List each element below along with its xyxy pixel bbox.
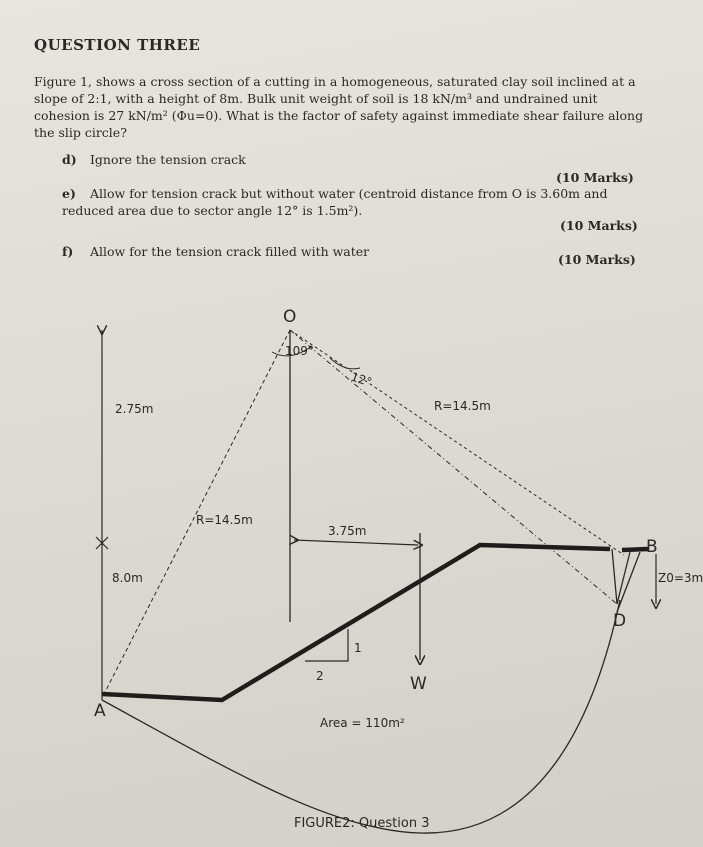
label-dist-375: 3.75m xyxy=(328,524,367,538)
question-intro: Figure 1, shows a cross section of a cutting in a homogeneous, saturated clay soil inclined at a slope of 2:1, with a height of 8m. Bulk unit weight of soil is 18 kN/m³ and undrained unit cohesion is 27 kN/m² (Φu=0). What is the factor of safety against immediate shear failure along the slip circle? xyxy=(34,74,644,140)
item-d-marks: (10 Marks) xyxy=(556,170,634,185)
label-slope-v: 1 xyxy=(354,641,362,655)
item-label: f) xyxy=(62,244,74,259)
label-radius-right: R=14.5m xyxy=(434,399,491,413)
crest-right xyxy=(622,549,648,550)
label-height-8: 8.0m xyxy=(112,571,143,585)
label-angle-109: 109° xyxy=(285,344,314,358)
ground-profile xyxy=(102,545,610,700)
tension-crack-line xyxy=(612,549,617,604)
label-point-a: A xyxy=(94,701,106,721)
item-label: d) xyxy=(62,152,77,167)
label-o: O xyxy=(283,307,297,327)
figure-caption: FIGURE2: Question 3 xyxy=(294,816,430,831)
label-slope-h: 2 xyxy=(316,669,324,683)
item-text: Allow for tension crack but without water (centroid distance from O is 3.60m and reduced area due to sector angle 12° is 1.5m²). xyxy=(62,186,608,218)
item-label: e) xyxy=(62,186,76,201)
label-radius-left: R=14.5m xyxy=(196,513,253,527)
tension-crack-line-3 xyxy=(617,552,640,612)
label-point-d: D xyxy=(613,611,627,631)
item-f-marks: (10 Marks) xyxy=(558,252,636,267)
question-title: QUESTION THREE xyxy=(34,36,201,54)
label-z0: Z0=3m xyxy=(658,571,703,585)
label-angle-12: 12° xyxy=(349,369,374,390)
label-dist-275: 2.75m xyxy=(115,402,154,416)
item-text: Allow for the tension crack filled with water xyxy=(89,244,370,259)
item-text: Ignore the tension crack xyxy=(89,152,246,167)
label-point-b: B xyxy=(646,537,658,557)
dimension-375 xyxy=(294,540,418,545)
radius-line-mid xyxy=(290,330,624,555)
label-weight: W xyxy=(410,674,427,694)
item-e-marks: (10 Marks) xyxy=(560,218,638,233)
angle-arc-12 xyxy=(330,358,360,369)
label-area: Area = 110m² xyxy=(320,716,405,730)
